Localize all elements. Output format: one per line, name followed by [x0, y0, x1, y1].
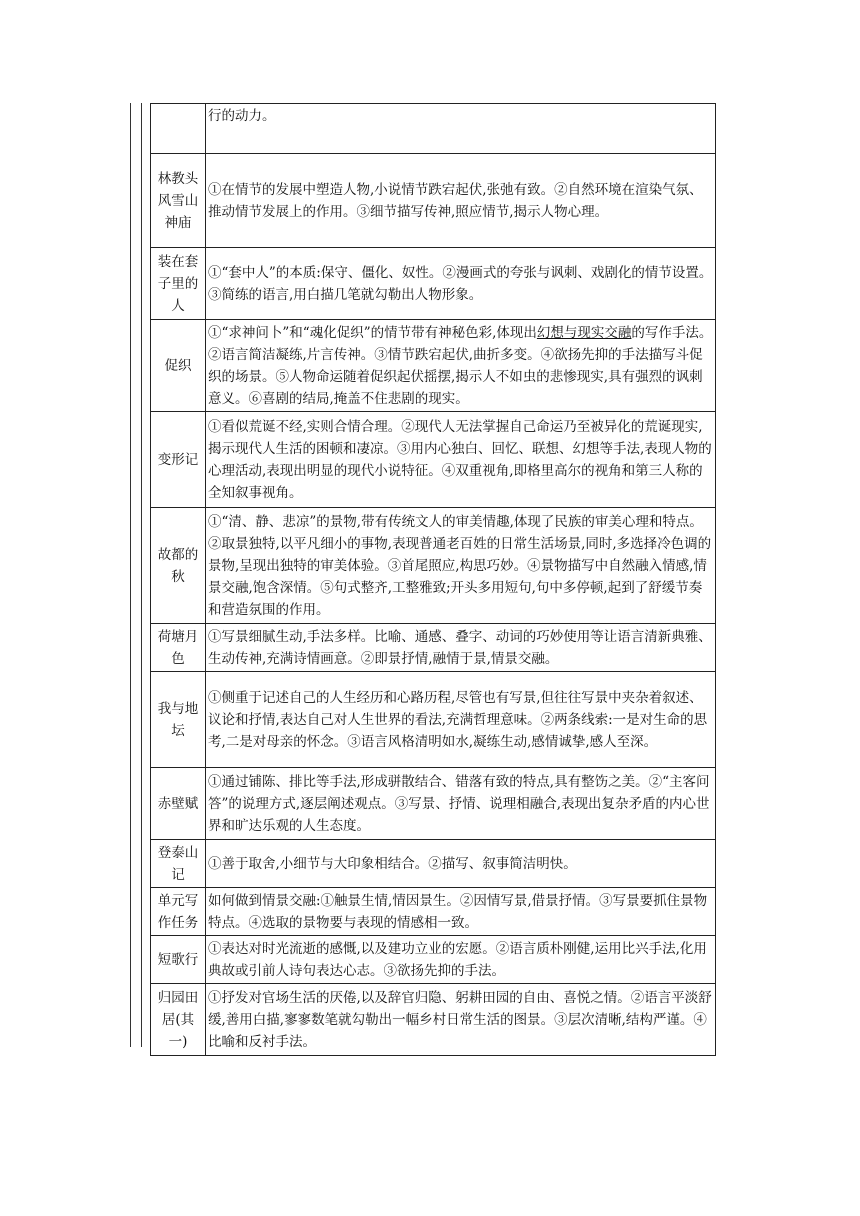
row-desc-cell: ①善于取舍,小细节与大印象相结合。②描写、叙事简洁明快。	[206, 840, 716, 888]
table-row	[151, 320, 716, 412]
table-row	[151, 936, 716, 984]
row-title-cell: 故都的秋	[151, 508, 206, 624]
row-desc-cell: ①“清、静、悲凉”的景物,带有传统文人的审美情趣,体现了民族的审美心理和特点。②取景独特,以平凡细小的事物,表现普通老百姓的日常生活场景,同时,多选择冷色调的景物,呈现出独特的审美体验。③首尾照应,构思巧妙。④景物描写中自然融入情感,情景交融,饱含深情。⑤句式整齐,工整雅致;开头多用短句,句中多停顿,起到了舒缓节奏和营造氛围的作用。	[206, 508, 716, 624]
row-desc-cell: ①表达对时光流逝的感慨,以及建功立业的宏愿。②语言质朴刚健,运用比兴手法,化用典故或引前人诗句表达心志。③欲扬先抑的手法。	[206, 936, 716, 984]
row-desc-cell: ①通过铺陈、排比等手法,形成骈散结合、错落有致的特点,具有整饬之美。②“主客问答”的说理方式,逐层阐述观点。③写景、抒情、说理相融合,表现出复杂矛盾的内心世界和旷达乐观的人生态度。	[206, 768, 716, 840]
literature-summary-table	[150, 103, 716, 1056]
table-row	[151, 840, 716, 888]
row-desc-cell: ①“套中人”的本质:保守、僵化、奴性。②漫画式的夸张与讽刺、戏剧化的情节设置。③简练的语言,用白描几笔就勾勒出人物形象。	[206, 248, 716, 320]
row-title-cell: 单元写作任务	[151, 888, 206, 936]
row-title-cell: 短歌行	[151, 936, 206, 984]
table-row	[151, 624, 716, 672]
desc-text: 的写作手法。②语言简洁凝练,片言传神。③情节跌宕起伏,曲折多变。④欲扬先抑的手法描写斗促织的场景。⑤人物命运随着促织起伏摇摆,揭示人不如虫的悲惨现实,具有强烈的讽刺意义。⑥喜剧的结局,掩盖不住悲剧的现实。	[208, 324, 713, 407]
row-desc-cell: ①在情节的发展中塑造人物,小说情节跌宕起伏,张弛有致。②自然环境在渲染气氛、推动情节发展上的作用。③细节描写传神,照应情节,揭示人物心理。	[206, 154, 716, 248]
table-row	[151, 768, 716, 840]
underlined-phrase: 幻想与现实交融	[536, 324, 632, 341]
row-desc-cell: ①抒发对官场生活的厌倦,以及辞官归隐、躬耕田园的自由、喜悦之情。②语言平淡舒缓,善用白描,寥寥数笔就勾勒出一幅乡村日常生活的图景。③层次清晰,结构严谨。④比喻和反衬手法。	[206, 984, 716, 1056]
row-title-cell: 装在套子里的人	[151, 248, 206, 320]
table-row	[151, 508, 716, 624]
left-margin-line-inner	[141, 103, 142, 1047]
row-title-cell: 赤壁赋	[151, 768, 206, 840]
table-row	[151, 154, 716, 248]
row-desc-cell: ①看似荒诞不经,实则合情合理。②现代人无法掌握自己命运乃至被异化的荒诞现实,揭示现代人生活的困顿和凄凉。③用内心独白、回忆、联想、幻想等手法,表现人物的心理活动,表现出明显的现代小说特征。④双重视角,即格里高尔的视角和第三人称的全知叙事视角。	[206, 412, 716, 508]
table-row	[151, 888, 716, 936]
row-title-cell: 促织	[151, 320, 206, 412]
row-title-cell: 变形记	[151, 412, 206, 508]
row-title-cell: 荷塘月色	[151, 624, 206, 672]
row-title-cell: 我与地坛	[151, 672, 206, 768]
row-desc-cell	[206, 320, 716, 412]
row-desc-cell: 如何做到情景交融:①触景生情,情因景生。②因情写景,借景抒情。③写景要抓住景物特点。④选取的景物要与表现的情感相一致。	[206, 888, 716, 936]
left-margin-line	[130, 103, 131, 1047]
table-row	[151, 984, 716, 1056]
table-row	[151, 672, 716, 768]
row-title-cell: 归园田居(其一)	[151, 984, 206, 1056]
row-title-cell: 登泰山记	[151, 840, 206, 888]
table-row	[151, 412, 716, 508]
table-row	[151, 104, 716, 154]
desc-text: ①“求神问卜”和“魂化促织”的情节带有神秘色彩,体现出	[208, 324, 537, 341]
row-desc-cell: 行的动力。	[206, 104, 716, 154]
row-desc-cell: ①写景细腻生动,手法多样。比喻、通感、叠字、动词的巧妙使用等让语言清新典雅、生动传神,充满诗情画意。②即景抒情,融情于景,情景交融。	[206, 624, 716, 672]
row-title-cell: 林教头风雪山神庙	[151, 154, 206, 248]
row-title-cell	[151, 104, 206, 154]
row-desc-cell: ①侧重于记述自己的人生经历和心路历程,尽管也有写景,但往往写景中夹杂着叙述、议论和抒情,表达自己对人生世界的看法,充满哲理意味。②两条线索:一是对生命的思考,二是对母亲的怀念。③语言风格清明如水,凝练生动,感情诚挚,感人至深。	[206, 672, 716, 768]
table-row	[151, 248, 716, 320]
